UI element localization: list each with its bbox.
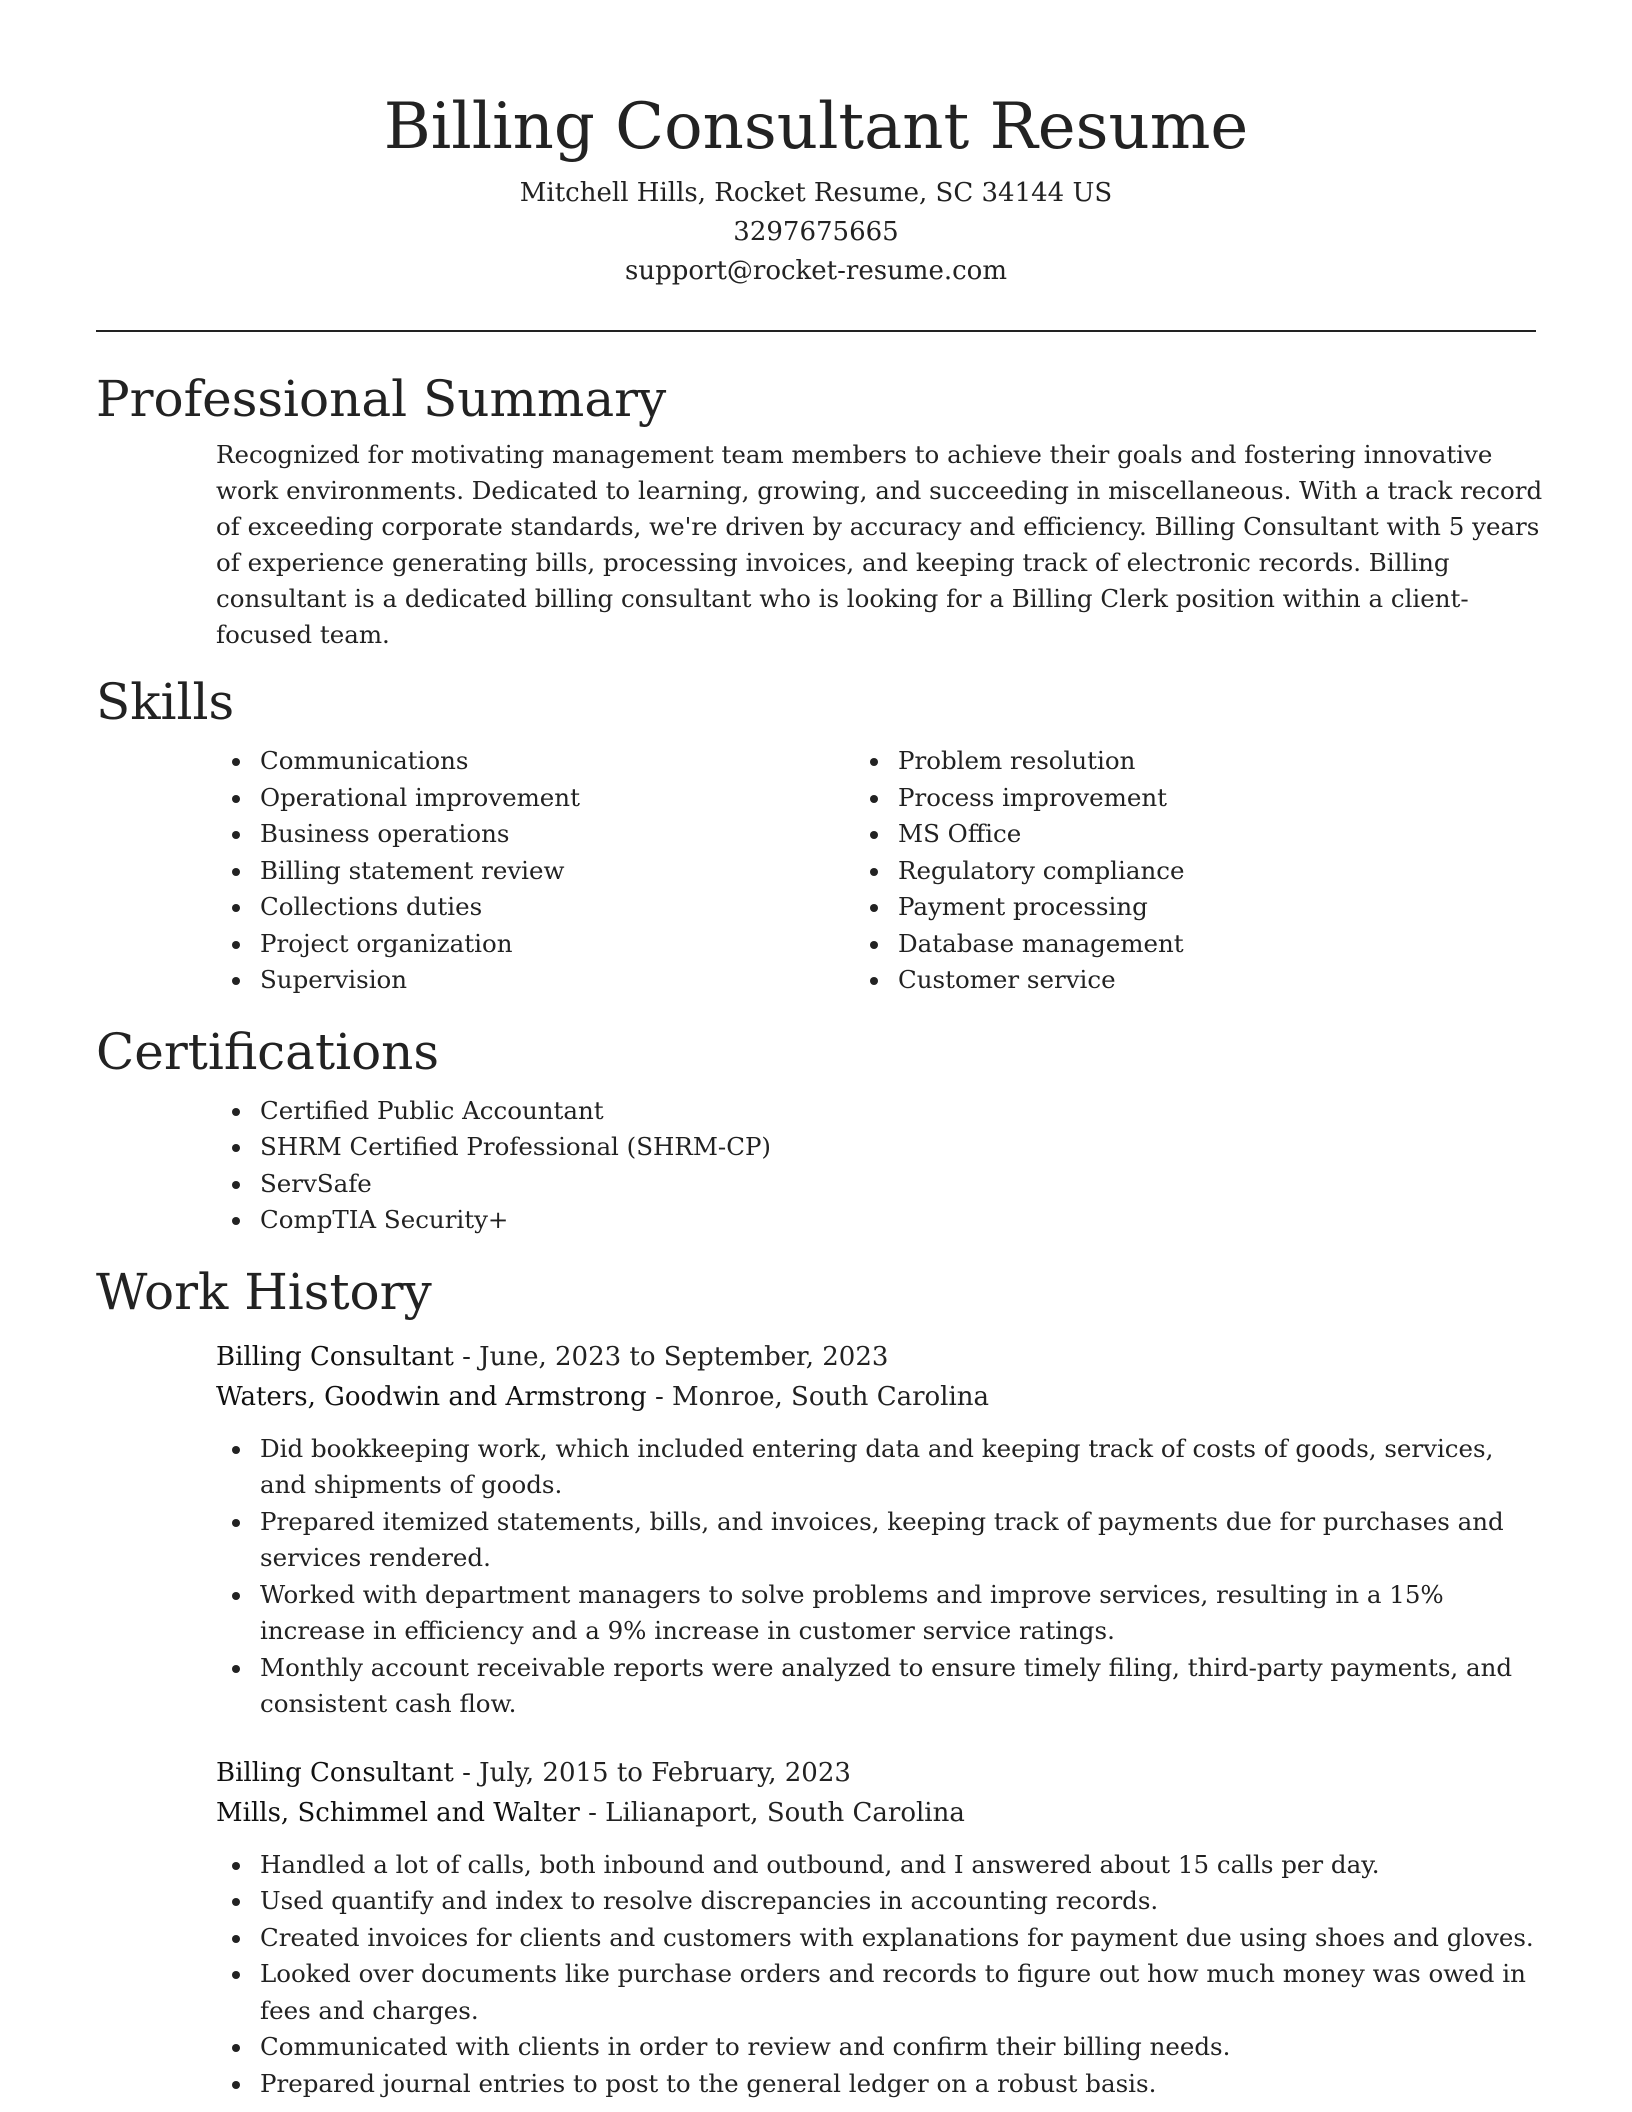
certification-item: Certified Public Accountant: [260, 1093, 1536, 1130]
resume-header: [96, 0, 1536, 291]
job-bullets: [260, 1847, 1546, 2103]
job-company-line: [216, 1377, 1546, 1417]
skill-item: Billing statement review: [260, 853, 898, 890]
skill-item: MS Office: [898, 816, 1536, 853]
skill-item: Customer service: [898, 962, 1536, 999]
work-history-heading: Work History: [96, 1262, 432, 1321]
certifications-list: [260, 1093, 1536, 1239]
skill-item: Database management: [898, 926, 1536, 963]
skills-column-right: [898, 743, 1536, 999]
skills-section: [96, 671, 1536, 999]
certification-item: ServSafe: [260, 1166, 1536, 1203]
job-company-line: [216, 1793, 1546, 1833]
work-history-section: [96, 1261, 1536, 2103]
job-entry: [216, 1753, 1546, 2103]
skills-heading: Skills: [96, 673, 235, 731]
job-title-line: [216, 1753, 1546, 1793]
job-bullets: [260, 1431, 1546, 1723]
job-bullet: Prepared itemized statements, bills, and invoices, keeping track of payments due for purchases and services rendered.: [260, 1504, 1546, 1577]
skill-item: Collections duties: [260, 889, 898, 926]
contact-email: support@rocket-resume.com: [624, 256, 1007, 286]
job-company: Mills, Schimmel and Walter: [216, 1797, 580, 1828]
job-bullet: Worked with department managers to solve problems and improve services, resulting in a 15% increase in efficiency and a 9% increase in customer service ratings.: [260, 1577, 1546, 1650]
job-dates: - July, 2015 to February, 2023: [453, 1757, 851, 1788]
summary-text: Recognized for motivating management team members to achieve their goals and fostering innovative work environments. Dedicated to learning, growing, and succeeding in miscellaneous. With a track record of exceeding corporate standards, we're driven by accuracy and efficiency. Billing Consultant with 5 years of experience generating bills, processing invoices, and keeping track of electronic records. Billing consultant is a dedicated billing consultant who is looking for a Billing Clerk position within a client-focused team.: [216, 440, 1543, 649]
skill-item: Problem resolution: [898, 743, 1536, 780]
job-role: Billing Consultant: [216, 1341, 454, 1372]
contact-info: [96, 174, 1536, 291]
skill-item: Communications: [260, 743, 898, 780]
job-location: - Monroe, South Carolina: [646, 1381, 990, 1412]
skill-item: Supervision: [260, 962, 898, 999]
certification-item: SHRM Certified Professional (SHRM-CP): [260, 1129, 1536, 1166]
skills-grid: [260, 743, 1536, 999]
job-dates: - June, 2023 to September, 2023: [453, 1341, 889, 1372]
job-title-line: [216, 1337, 1546, 1377]
job-bullet: Did bookkeeping work, which included entering data and keeping track of costs of goods, services, and shipments of goods.: [260, 1431, 1546, 1504]
job-bullet: Monthly account receivable reports were analyzed to ensure timely filing, third-party payments, and consistent cash flow.: [260, 1650, 1546, 1723]
job-entry: [216, 1337, 1546, 1723]
job-bullet: Prepared journal entries to post to the general ledger on a robust basis.: [260, 2066, 1546, 2103]
job-bullet: Used quantify and index to resolve discrepancies in accounting records.: [260, 1883, 1546, 1920]
header-divider: [96, 330, 1536, 332]
certification-item: CompTIA Security+: [260, 1202, 1536, 1239]
job-bullet: Communicated with clients in order to review and confirm their billing needs.: [260, 2029, 1546, 2066]
summary-heading: Professional Summary: [96, 370, 667, 428]
skill-item: Project organization: [260, 926, 898, 963]
job-company: Waters, Goodwin and Armstrong: [216, 1381, 647, 1412]
job-bullet: Handled a lot of calls, both inbound and outbound, and I answered about 15 calls per day.: [260, 1847, 1546, 1884]
skills-column-left: [260, 743, 898, 999]
skill-item: Process improvement: [898, 780, 1536, 817]
contact-phone: 3297675665: [733, 217, 899, 247]
page-title: Billing Consultant Resume: [383, 90, 1249, 164]
job-bullet: Looked over documents like purchase orders and records to figure out how much money was owed in fees and charges.: [260, 1956, 1546, 2029]
job-role: Billing Consultant: [216, 1757, 454, 1788]
skill-item: Business operations: [260, 816, 898, 853]
job-bullet: Created invoices for clients and customers with explanations for payment due using shoes and gloves.: [260, 1920, 1546, 1957]
contact-address: Mitchell Hills, Rocket Resume, SC 34144 US: [519, 178, 1113, 208]
skill-item: Regulatory compliance: [898, 853, 1536, 890]
summary-section: [96, 368, 1543, 653]
job-location: - Lilianaport, South Carolina: [579, 1797, 965, 1828]
skill-item: Payment processing: [898, 889, 1536, 926]
resume-page: [96, 0, 1543, 2102]
skill-item: Operational improvement: [260, 780, 898, 817]
certifications-heading: Certifications: [96, 1022, 440, 1081]
certifications-section: [96, 1021, 1536, 1239]
